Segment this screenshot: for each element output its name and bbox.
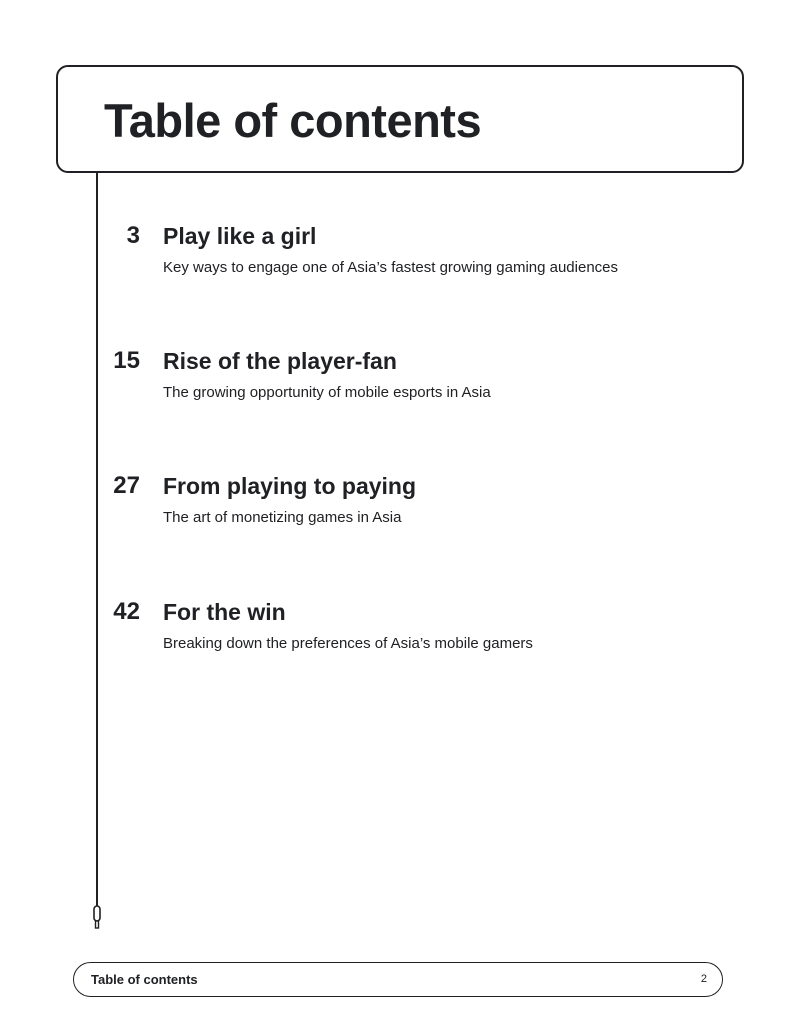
toc-subtitle: Breaking down the preferences of Asia’s mobile gamers <box>163 635 533 652</box>
footer-page-number: 2 <box>700 973 707 985</box>
toc-entry-1[interactable] <box>0 221 800 291</box>
toc-subtitle: The art of monetizing games in Asia <box>163 509 402 526</box>
toc-entry-4[interactable] <box>0 597 800 667</box>
toc-page-number: 27 <box>113 472 140 499</box>
title-box <box>56 65 744 173</box>
page-title: Table of contents <box>104 94 482 147</box>
toc-title[interactable]: For the win <box>163 599 286 625</box>
cable-plug-icon <box>93 905 101 929</box>
footer-bar <box>73 962 723 997</box>
footer-section-label: Table of contents <box>91 972 198 987</box>
toc-subtitle: The growing opportunity of mobile esports in Asia <box>163 384 491 401</box>
toc-subtitle: Key ways to engage one of Asia’s fastest growing gaming audiences <box>163 259 619 276</box>
toc-title[interactable]: Rise of the player-fan <box>163 348 397 374</box>
toc-title[interactable]: Play like a girl <box>163 223 317 249</box>
toc-page-number: 42 <box>113 598 140 625</box>
toc-entry-3[interactable] <box>0 471 800 541</box>
toc-entry-2[interactable] <box>0 346 800 416</box>
toc-title[interactable]: From playing to paying <box>163 473 417 499</box>
toc-page-number: 3 <box>126 222 140 249</box>
toc-page-number: 15 <box>113 347 140 374</box>
